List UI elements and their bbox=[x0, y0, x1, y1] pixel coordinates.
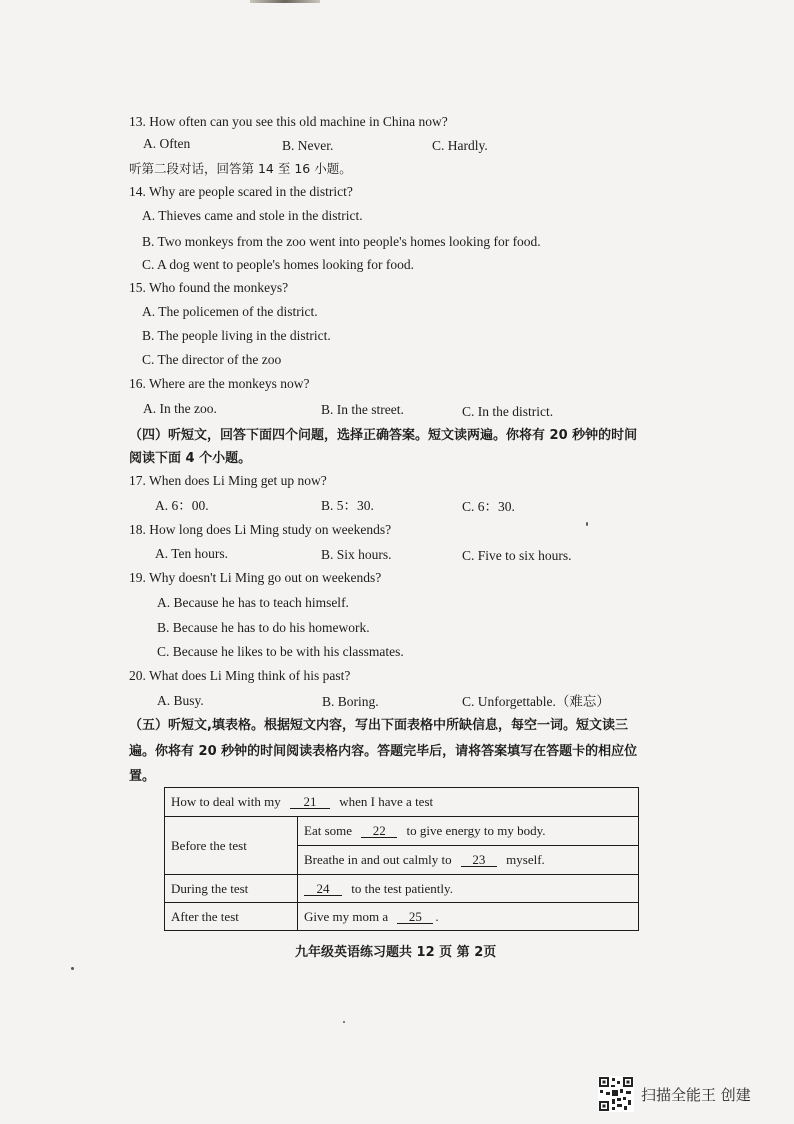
question-18-stem: 18. How long does Li Ming study on weekends? bbox=[129, 522, 392, 537]
part-5-instruction-line-3: 置。 bbox=[129, 769, 156, 784]
q18-option-c: C. Five to six hours. bbox=[462, 548, 572, 563]
before-the-test-label: Before the test bbox=[165, 817, 298, 875]
fill-in-table bbox=[164, 787, 639, 931]
page-footer: 九年级英语练习题共 12 页 第 2页 bbox=[295, 945, 497, 960]
q14-option-b: B. Two monkeys from the zoo went into people's homes looking for food. bbox=[142, 234, 541, 249]
row-text: to give energy to my body. bbox=[406, 823, 546, 838]
q13-option-b: B. Never. bbox=[282, 138, 334, 153]
table-row bbox=[165, 788, 639, 817]
scanner-watermark-text: 扫描全能王 创建 bbox=[641, 1086, 751, 1104]
table-row bbox=[165, 817, 639, 846]
blank-23[interactable]: 23 bbox=[461, 853, 497, 867]
blank-22[interactable]: 22 bbox=[361, 824, 397, 838]
question-16-stem: 16. Where are the monkeys now? bbox=[129, 376, 310, 391]
q14-option-c: C. A dog went to people's homes looking for food. bbox=[142, 257, 415, 272]
after-the-test-label: After the test bbox=[165, 903, 298, 931]
q16-option-b: B. In the street. bbox=[321, 402, 404, 417]
part-5-instruction-line-2: 遍。你将有 20 秒钟的时间阅读表格内容。答题完毕后，请将答案填写在答题卡的相应位 bbox=[129, 744, 638, 759]
q14-option-a: A. Thieves came and stole in the district. bbox=[142, 208, 363, 223]
q18-option-a: A. Ten hours. bbox=[155, 546, 229, 561]
question-17-stem: 17. When does Li Ming get up now? bbox=[129, 473, 327, 488]
q19-option-a: A. Because he has to teach himself. bbox=[157, 595, 349, 610]
table-cell bbox=[298, 903, 639, 931]
q19-option-c: C. Because he likes to be with his classmates. bbox=[157, 644, 404, 659]
blank-21[interactable]: 21 bbox=[290, 795, 330, 809]
q15-option-b: B. The people living in the district. bbox=[142, 328, 331, 343]
q20-option-a: A. Busy. bbox=[157, 693, 204, 708]
q17-option-a: A. 6：00. bbox=[155, 498, 209, 513]
scan-speck bbox=[71, 967, 74, 970]
scan-artifact bbox=[250, 0, 320, 3]
q20-option-c: C. Unforgettable.（难忘） bbox=[462, 694, 610, 709]
row-text: Eat some bbox=[304, 823, 353, 838]
row-text: when I have a test bbox=[339, 794, 434, 809]
scan-speck bbox=[343, 1021, 345, 1023]
row-text: Breathe in and out calmly to bbox=[304, 852, 452, 867]
part-4-instruction-line-1: （四）听短文，回答下面四个问题，选择正确答案。短文读两遍。你将有 20 秒钟的时间 bbox=[129, 428, 638, 443]
during-the-test-label: During the test bbox=[165, 875, 298, 903]
q15-option-c: C. The director of the zoo bbox=[142, 352, 282, 367]
table-cell bbox=[298, 875, 639, 903]
row-text: myself. bbox=[506, 852, 545, 867]
row-text: How to deal with my bbox=[171, 794, 281, 809]
q17-option-b: B. 5：30. bbox=[321, 498, 374, 513]
q18-option-b: B. Six hours. bbox=[321, 547, 392, 562]
table-header-cell bbox=[165, 788, 639, 817]
q13-option-a: A. Often bbox=[143, 136, 191, 151]
question-13-stem: 13. How often can you see this old machine in China now? bbox=[129, 114, 448, 129]
question-14-stem: 14. Why are people scared in the district? bbox=[129, 184, 353, 199]
section-2-instruction: 听第二段对话，回答第 14 至 16 小题。 bbox=[129, 161, 352, 176]
q17-option-c: C. 6：30. bbox=[462, 499, 515, 514]
question-19-stem: 19. Why doesn't Li Ming go out on weekends? bbox=[129, 570, 382, 585]
scan-speck bbox=[586, 522, 588, 526]
q16-option-a: A. In the zoo. bbox=[143, 401, 217, 416]
q16-option-c: C. In the district. bbox=[462, 404, 554, 419]
q13-option-c: C. Hardly. bbox=[432, 138, 488, 153]
table-cell bbox=[298, 846, 639, 875]
part-4-instruction-line-2: 阅读下面 4 个小题。 bbox=[129, 451, 252, 466]
blank-24[interactable]: 24 bbox=[304, 882, 342, 896]
row-text: to the test patiently. bbox=[351, 880, 453, 896]
q20-option-b: B. Boring. bbox=[322, 694, 379, 709]
blank-25[interactable]: 25 bbox=[397, 910, 433, 924]
qr-code-icon bbox=[598, 1076, 634, 1112]
row-text: . bbox=[435, 908, 439, 924]
q19-option-b: B. Because he has to do his homework. bbox=[157, 620, 370, 635]
question-15-stem: 15. Who found the monkeys? bbox=[129, 280, 289, 295]
q15-option-a: A. The policemen of the district. bbox=[142, 304, 318, 319]
part-5-instruction-line-1: （五）听短文,填表格。根据短文内容，写出下面表格中所缺信息，每空一词。短文读三 bbox=[129, 718, 628, 733]
row-text: Give my mom a bbox=[304, 908, 389, 924]
table-row bbox=[165, 903, 639, 931]
table-cell bbox=[298, 817, 639, 846]
table-row bbox=[165, 875, 639, 903]
question-20-stem: 20. What does Li Ming think of his past? bbox=[129, 668, 351, 683]
